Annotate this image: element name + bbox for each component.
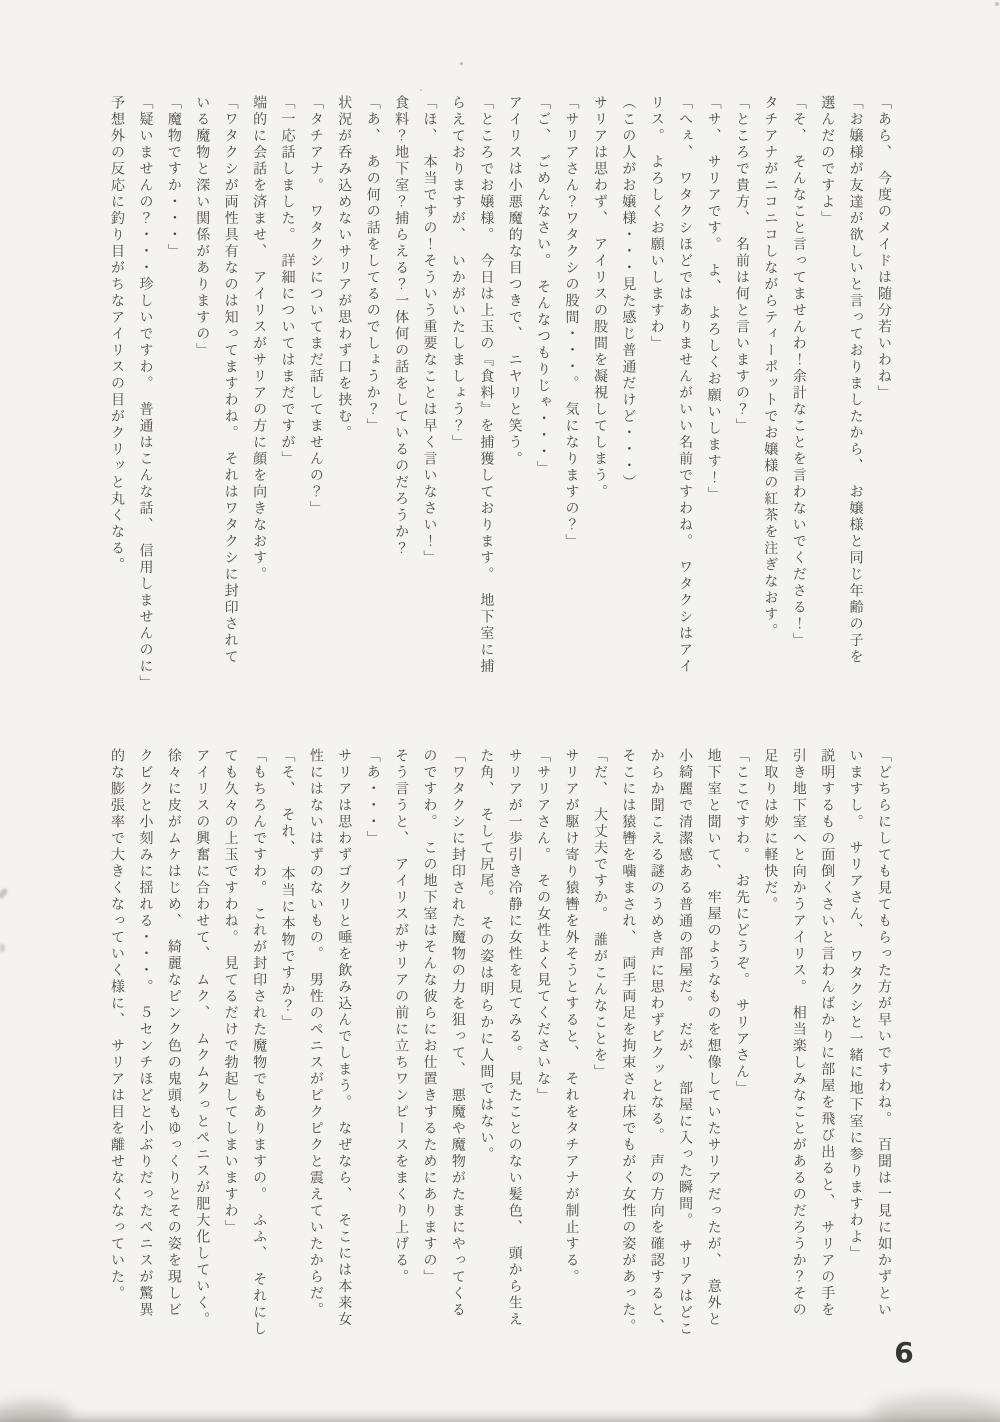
- text-column: 「あ、 あの何の話をしてるのでしょうか？」: [364, 95, 381, 435]
- text-column: 小綺麗で清潔感ある普通の部屋だ。 だが、 部屋に入った瞬間。 サリアはどこ: [677, 748, 694, 1338]
- text-column: 「あ・・・」: [364, 748, 381, 847]
- text-column: らえておりますが、 いかがいたしましょう？」: [449, 95, 466, 451]
- text-column: 「サリアさん。 その女性よく見てくださいな」: [535, 748, 552, 1104]
- text-column: 「サリアさん？ワタクシの股間・・・。 気になりますの？」: [563, 95, 580, 550]
- text-column: いる魔物と深い関係がありますの」: [194, 95, 211, 359]
- text-column: リス。 よろしくお願いしますわ」: [648, 95, 665, 352]
- text-column: 選んだのですよ」: [819, 95, 836, 227]
- text-column: 足取りは妙に軽快だ。: [762, 748, 779, 913]
- scan-smudge: [0, 944, 5, 952]
- text-column: 状況が呑み込めないサリアが思わず口を挟む。: [336, 95, 353, 442]
- text-column: のですわ。 この地下室はそんな彼らにお仕置きするためにありますの」: [421, 748, 438, 1286]
- text-column: サリアが一歩引き冷静に女性を見てみる。 見たことのない髪色、 頭から生え: [506, 748, 523, 1328]
- text-column: サリアが駆け寄り猿轡を外そうとすると、 それをタチアナが制止する。: [563, 748, 580, 1286]
- text-column: 「疑いませんの？・・・珍しいですわ。 普通はこんな話、 信用しませんのに」: [137, 95, 154, 692]
- page-number: 6: [894, 1336, 914, 1369]
- text-column: いますし。 サリアさん、 ワタクシと一緒に地下室に参りますわよ」: [847, 748, 864, 1262]
- text-column: 「そ、 それ、 本当に本物ですか？」: [279, 748, 296, 1031]
- text-column: 徐々に皮がムケはじめ、 綺麗なピンク色の鬼頭もゆっくりとその姿を現しビ: [165, 748, 182, 1319]
- scan-corner-shadow: [870, 1397, 1000, 1422]
- text-column: タチアナがニコニコしながらティーポットでお嬢様の紅茶を注ぎなおす。: [762, 95, 779, 640]
- text-column: 食料？地下室？捕らえる？一体何の話をしているのだろうか？: [393, 95, 410, 557]
- text-column: 的な膨張率で大きくなっていく様に、 サリアは目を離せなくなっていた。: [109, 748, 126, 1302]
- text-column: た角、 そして尻尾。 その姿は明らかに人間ではない。: [478, 748, 495, 1163]
- text-column: 「そ、 そんなこと言ってませんわ！余計なことを言わないでくださる！」: [790, 95, 807, 649]
- text-column: 性にはないはずのないもの。 男性のペニスがピクピクと震えていたからだ。: [307, 748, 324, 1319]
- text-column: 「お嬢様が友達が欲しいと言っておりましたから、 お嬢様と同じ年齢の子を: [847, 95, 864, 666]
- text-column: アイリスは小悪魔的な目つきで、 ニヤリと笑う。: [506, 95, 523, 468]
- text-column: 「どちらにしても見てもらった方が早いですわね。 百聞は一見に如かずとい: [876, 748, 892, 1319]
- text-column: 「ところでお嬢様。 今日は上玉の『食料』を捕獲しております。 地下室に捕: [478, 95, 495, 675]
- text-column: 「魔物ですか・・・」: [165, 95, 182, 260]
- text-column: 地下室と聞いて、 牢屋のようなものを想像していたサリアだったが、 意外と: [705, 748, 722, 1328]
- text-column: 予想外の反応に釣り目がちなアイリスの目がクリッと丸くなる。: [109, 95, 126, 574]
- text-column: そう言うと、 アイリスがサリアの前に立ちワンピースをまくり上げる。: [393, 748, 410, 1286]
- text-column: 「ほ、 本当ですの！そういう重要なことは早く言いなさい！」: [421, 95, 438, 567]
- text-column: 「ここですわ。 お先にどうぞ。 サリアさん」: [733, 748, 750, 1097]
- text-column: 引き地下室へと向かうアイリス。 相当楽しみなことがあるのだろうか？その: [790, 748, 807, 1319]
- text-column: 「へぇ、 ワタクシほどではありませんがいい名前ですわね。 ワタクシはアイ: [677, 95, 694, 675]
- scan-edge-shadow: [0, 1409, 1000, 1422]
- text-column: 「あら、 今度のメイドは随分若いわね」: [876, 95, 892, 402]
- text-column: ても久々の上玉ですわね。 見てるだけで勃起してしまいますわ」: [222, 748, 239, 1236]
- text-column: 「もちろんですわ。 これが封印された魔物でもありますの。 ふふ、 それにし: [251, 748, 268, 1338]
- text-column: 「タチアナ。 ワタクシについてまだ話してませんの？」: [307, 95, 324, 517]
- text-column: 「ワタクシが両性具有なのは知ってますわね。 それはワタクシに封印されて: [222, 95, 239, 666]
- text-column: クビクと小刻みに揺れる・・・。 ５センチほどと小ぶりだったペニスが驚異: [137, 748, 154, 1319]
- text-column: 「ところで貴方、 名前は何と言いますの？」: [733, 95, 750, 435]
- text-block-bottom: [103, 748, 898, 1364]
- text-column: 「ワタクシに封印された魔物の力を狙って、 悪魔や魔物がたまにやってくる: [449, 748, 466, 1319]
- text-column: （この人がお嬢様・・・見た感じ普通だけど・・・）: [620, 95, 637, 491]
- text-column: 「一応話しました。 詳細についてはまだですが」: [279, 95, 296, 468]
- text-column: 「だ、 大丈夫ですか。 誰がこんなことを」: [591, 748, 608, 1081]
- scan-speck: [420, 89, 422, 91]
- text-column: 端的に会話を済ませ、 アイリスがサリアの方に顔を向きなおす。: [251, 95, 268, 583]
- text-column: サリアは思わずゴクリと唾を飲み込んでしまう。 なぜなら、 そこには本来女: [336, 748, 353, 1328]
- text-block-top: [103, 95, 898, 711]
- scan-corner-shadow: [0, 1401, 72, 1422]
- text-column: 「ご、 ごめんなさい。 そんなつもりじゃ・・・」: [535, 95, 552, 477]
- text-column: サリアは思わず、 アイリスの股間を凝視してしまう。: [591, 95, 608, 501]
- scan-smudge: [0, 887, 9, 899]
- scan-speck: [995, 2, 999, 6]
- text-column: アイリスの興奮に合わせて、 ムク、 ムクムクっとペニスが肥大化していく。: [194, 748, 211, 1328]
- text-column: 「サ、 サリアです。 よ、 よろしくお願いします！」: [705, 95, 722, 503]
- text-column: 説明するもの面倒くさいと言わんばかりに部屋を飛び出ると、 サリアの手を: [819, 748, 836, 1319]
- text-column: そこには猿轡を噛まされ、 両手両足を拘束され床でもがく女性の姿があった。: [620, 748, 637, 1335]
- scan-speck: [460, 62, 463, 65]
- text-column: からか聞こえる謎のうめき声に思わずビクッとなる。 声の方向を確認すると、: [648, 748, 665, 1335]
